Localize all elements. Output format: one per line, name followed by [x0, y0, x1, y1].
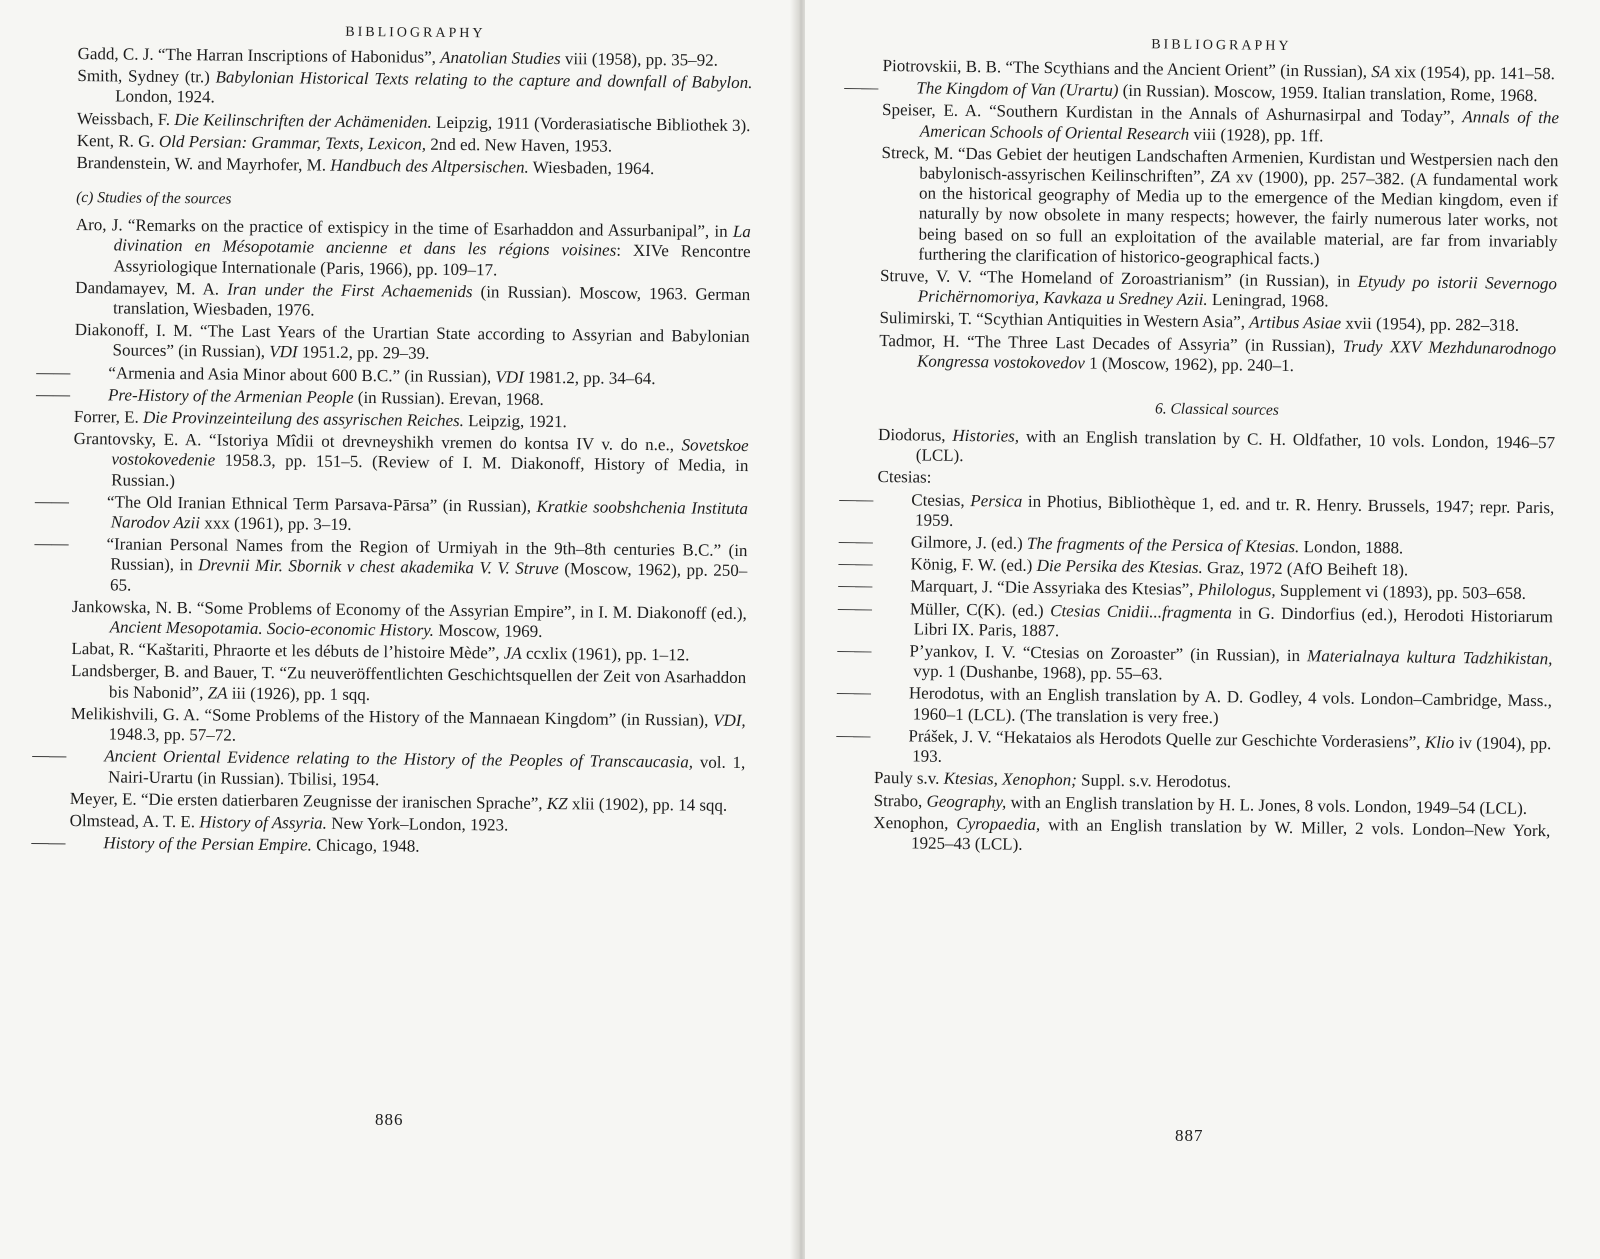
ditto-dash: —— — [36, 384, 71, 404]
entry-title: JA — [503, 643, 522, 663]
entry-title: Die Persika des Ktesias. — [1036, 556, 1203, 578]
entry-title: Annals of the American Schools of Oriental Research — [919, 107, 1560, 144]
right-page — [805, 0, 1600, 1259]
entry-text: Landsberger, B. and Bauer, T. “Zu neuveröffentlichten Geschichtsquellen der Zeit von Asarhaddon bis Nabonid”, — [71, 661, 747, 703]
bibliography-entry-prasek — [836, 725, 1552, 775]
ditto-dash: —— — [31, 832, 66, 853]
entry-text: Xenophon, — [873, 812, 957, 833]
entry-title: History of the Persian Empire. — [103, 833, 313, 855]
entry-text: 1951.2, pp. 29–39. — [297, 342, 430, 364]
bibliography-entry-ctesias1 — [839, 489, 1555, 539]
entry-text: Forrer, E. — [73, 407, 144, 427]
entry-title: Cyropaedia, — [956, 813, 1041, 834]
entry-text: (in Russian). Erevan, 1968. — [353, 387, 544, 409]
entry-text: P’yankov, I. V. “Ctesias on Zoroaster” (in Russian), in — [909, 641, 1308, 666]
entry-title: Ancient Mesopotamia. Socio-economic History. — [109, 617, 435, 640]
entry-text: with an English translation by H. L. Jones, 8 vols. London, 1949–54 (LCL). — [1006, 792, 1528, 818]
entry-title: Klio — [1424, 732, 1455, 752]
entry-text: (in Russian). Moscow, 1959. Italian translation, Rome, 1968. — [1118, 81, 1538, 106]
entry-text: in Photius, Bibliothèque 1, ed. and tr. R. Henry. Brussels, 1947; repr. Paris, 1959. — [914, 491, 1555, 530]
entry-text: (Moscow, 1962), pp. 250–65. — [110, 559, 748, 595]
bibliography-entry-melikishvili1 — [70, 704, 745, 751]
ditto-dash: —— — [839, 489, 874, 509]
section-heading: 6. Classical sources — [1154, 400, 1279, 419]
entry-text: 1981.2, pp. 34–64. — [523, 367, 656, 388]
entry-text: Struve, V. V. “The Homeland of Zoroastrianism” (in Russian), in — [879, 266, 1358, 291]
bibliography-entry-muller — [837, 598, 1554, 648]
entry-text: viii (1958), pp. 35–92. — [560, 49, 718, 70]
entry-text: vyp. 1 (Dushanbe, 1968), pp. 55–63. — [913, 661, 1163, 684]
ditto-dash: —— — [838, 531, 873, 551]
entry-text: Kent, R. G. — [76, 130, 160, 151]
entry-text: Tadmor, H. “The Three Last Decades of Assyria” (in Russian), — [879, 330, 1343, 356]
entry-title: KZ — [546, 793, 568, 813]
entry-text: New York–London, 1923. — [326, 813, 509, 835]
entry-text: 1 (Moscow, 1962), pp. 240–1. — [1084, 353, 1295, 375]
ditto-dash: —— — [36, 362, 71, 382]
entry-text: with an English translation by W. Miller, 2 vols. London–New York, 1925–43 (LCL). — [911, 814, 1551, 854]
entry-text: Speiser, E. A. “Southern Kurdistan in the Annals of Ashurnasirpal and Today”, — [881, 100, 1463, 127]
ditto-dash: —— — [838, 575, 873, 596]
bibliography-entry-melikishvili2 — [32, 745, 746, 793]
entry-text: Brandenstein, W. and Mayrhofer, M. — [76, 153, 331, 175]
bibliography-entry-grantovsky3 — [34, 533, 748, 602]
bibliography-entry-diakonoff1 — [74, 320, 749, 367]
entry-title: ZA — [207, 683, 228, 703]
bibliography-entry-aro — [75, 215, 751, 283]
entry-title: Persica — [970, 490, 1023, 511]
entry-title: Ktesias, Xenophon; — [943, 769, 1077, 790]
entry-text: xxx (1961), pp. 3–19. — [199, 513, 352, 534]
ditto-dash: —— — [837, 598, 873, 618]
entry-title: Artibus Asiae — [1249, 312, 1342, 334]
entry-text: 1958.3, pp. 151–5. (Review of I. M. Diakonoff, History of Media, in Russian.) — [111, 450, 749, 490]
entry-text: Melikishvili, G. A. “Some Problems of the History of the Mannaean Kingdom” (in Russian), — [70, 703, 714, 730]
entry-text: Streck, M. “Das Gebiet der heutigen Landschaften Armenien, Kurdistan und Westpersien nach den babylonisch-assyrischen Keilinschriften”, — [881, 142, 1559, 187]
entry-list — [76, 44, 752, 180]
entry-title: Histories, — [952, 425, 1020, 446]
entry-text: with an English translation by C. H. Oldfather, 10 vols. London, 1946–57 (LCL). — [915, 426, 1556, 466]
entry-text: Leipzig, 1911 (Vorderasiatische Bibliothek 3). — [431, 112, 751, 135]
bibliography-entry-brandenstein — [76, 153, 751, 180]
entry-text: “The Old Iranian Ethnical Term Parsava-Pārsa” (in Russian), — [106, 492, 537, 516]
bibliography-entry-pyankov — [837, 640, 1553, 690]
ditto-dash: —— — [32, 745, 67, 766]
entry-title: Handbuch des Altpersischen. — [330, 155, 529, 177]
entry-text: (in Russian). Moscow, 1963. German translation, Wiesbaden, 1976. — [112, 281, 751, 320]
entry-text: Wiesbaden, 1964. — [528, 157, 655, 179]
entry-title: SA — [1371, 61, 1391, 82]
entry-title: Philologus, — [1197, 580, 1276, 601]
entry-title: Ctesias Cnidii...fragmenta — [1050, 600, 1233, 622]
right-page-content — [836, 34, 1560, 861]
entry-text: Pauly s.v. — [873, 768, 944, 789]
entry-text: xlii (1902), pp. 14 sqq. — [567, 793, 728, 815]
entry-title: Etyudy po istorii Severnogo Prichërnomoriya, Kavkaza u Sredney Azii. — [917, 271, 1558, 310]
entry-text: Jankowska, N. B. “Some Problems of Economy of the Assyrian Empire”, in I. M. Diakonoff (ed.), — [71, 596, 747, 623]
entry-title: VDI — [495, 367, 524, 387]
page-heading: BIBLIOGRAPHY — [345, 24, 486, 42]
entry-list — [836, 425, 1556, 861]
ditto-dash: —— — [844, 77, 879, 98]
entry-text: Suppl. s.v. Herodotus. — [1076, 770, 1232, 792]
entry-text: Supplement vi (1893), pp. 503–658. — [1275, 581, 1527, 604]
entry-title: Geography, — [926, 791, 1007, 812]
bibliography-entry-streck — [880, 143, 1558, 272]
section-heading: (c) Studies of the sources — [76, 189, 232, 208]
entry-title: ZA — [1210, 167, 1231, 187]
entry-title: Anatolian Studies — [440, 47, 561, 69]
entry-title: Pre-History of the Armenian People — [107, 385, 354, 407]
entry-text: Ctesias, — [911, 490, 971, 510]
entry-text: Gadd, C. J. “The Harran Inscriptions of Habonidus”, — [77, 43, 441, 67]
entry-text: Graz, 1972 (AfO Beiheft 18). — [1202, 558, 1409, 580]
entry-text: Grantovsky, E. A. “Istoriya Mîdii ot drevneyshikh vremen do kontsa IV v. do n.e., — [73, 429, 682, 455]
entry-text: Dandamayev, M. A. — [75, 277, 228, 299]
entry-title: Drevnii Mir. Sbornik v chest akademika V. V. Struve — [198, 555, 559, 579]
entry-title: VDI — [269, 342, 298, 362]
entry-text: London, 1888. — [1299, 537, 1404, 558]
ditto-dash: —— — [836, 682, 872, 703]
entry-title: Die Provinzeinteilung des assyrischen Reiches. — [142, 407, 465, 431]
entry-text: Leningrad, 1968. — [1207, 290, 1329, 311]
bibliography-entry-olmstead2 — [31, 832, 744, 860]
entry-text: Piotrovskii, B. B. “The Scythians and the Ancient Orient” (in Russian), — [882, 55, 1372, 81]
entry-text: Prášek, J. V. “Hekataios als Herodots Quelle zur Geschichte Vorderasiens”, — [908, 726, 1426, 752]
entry-text: Diodorus, — [877, 425, 953, 445]
bibliography-entry-grantovsky2 — [34, 491, 749, 539]
entry-text: iv (1904), pp. 193. — [912, 732, 1552, 766]
entry-text: “Armenia and Asia Minor about 600 B.C.” (in Russian), — [108, 362, 496, 387]
entry-list — [31, 215, 751, 860]
entry-text: König, F. W. (ed.) — [910, 554, 1037, 576]
entry-text: Diakonoff, I. M. “The Last Years of the Urartian State according to Assyrian and Babylonian Sources” (in Russian), — [74, 320, 750, 362]
bibliography-entry-smith — [77, 66, 752, 113]
entry-text: xix (1954), pp. 141–58. — [1390, 62, 1556, 84]
entry-title: The fragments of the Persica of Ktesias. — [1026, 533, 1300, 557]
entry-text: Weissbach, F. — [76, 108, 175, 129]
left-page-content — [31, 22, 753, 860]
entry-text: in G. Dindorfius (ed.), Herodoti Historiarum Libri IX. Paris, 1887. — [913, 602, 1554, 641]
entry-text: xvii (1954), pp. 282–318. — [1340, 314, 1520, 336]
entry-text: Ctesias: — [877, 467, 932, 488]
entry-text: 1948.3, pp. 57–72. — [108, 724, 237, 745]
entry-text: Aro, J. “Remarks on the practice of extispicy in the time of Esarhaddon and Assurbanipal”, in — [75, 215, 733, 242]
entry-text: viii (1928), pp. 1ff. — [1189, 124, 1324, 145]
entry-text: vol. 1, Nairi-Urartu (in Russian). Tbilisi, 1954. — [108, 752, 746, 789]
entry-title: Materialnaya kultura Tadzhikistan, — [1307, 646, 1553, 669]
entry-title: VDI, — [713, 710, 746, 730]
entry-text: xv (1900), pp. 257–382. (A fundamental work on the historical geography of Media up to the emergence of the Median kingdom, even if naturally by now obsolete in many respects; however, the fairly numerous later works, not being based on so full an exploitation of the available material, are far from invariably furthering the clarification of historico-geographical facts.) — [918, 167, 1559, 269]
entry-text: Müller, C(K). (ed.) — [909, 599, 1051, 620]
entry-text: Strabo, — [873, 790, 927, 811]
entry-title: Kratkie soobshchenia Instituta Narodov Azii — [110, 496, 749, 533]
entry-title: La divination en Mésopotamie ancienne et dans les régions voisines — [113, 222, 751, 261]
entry-list — [844, 55, 1560, 379]
entry-text: Smith, Sydney (tr.) — [77, 66, 216, 87]
page-number: 887 — [1175, 1126, 1204, 1145]
bibliography-entry-speiser — [882, 100, 1559, 149]
entry-text: Labat, R. “Kaštariti, Phraorte et les débuts de l’histoire Mède”, — [71, 639, 504, 663]
entry-text: Meyer, E. “Die ersten datierbaren Zeugnisse der iranischen Sprache”, — [69, 788, 547, 813]
entry-text: ccxlix (1961), pp. 1–12. — [521, 643, 690, 665]
entry-text: iii (1926), pp. 1 sqq. — [227, 683, 371, 704]
bibliography-entry-dandamayev — [75, 278, 750, 325]
entry-text: Leipzig, 1921. — [463, 411, 567, 432]
entry-text: London, 1924. — [115, 86, 215, 107]
ditto-dash: —— — [836, 725, 871, 745]
bibliography-entry-grantovsky1 — [73, 429, 749, 497]
left-page — [0, 0, 795, 1259]
entry-title: History of Assyria. — [199, 812, 328, 833]
bibliography-entry-tadmor — [879, 331, 1556, 380]
entry-title: Sovetskoe vostokovedenie — [111, 435, 749, 470]
ditto-dash: —— — [838, 553, 873, 574]
ditto-dash: —— — [34, 491, 70, 511]
bibliography-entry-herodotus — [836, 682, 1553, 732]
entry-text: Moscow, 1969. — [433, 620, 543, 641]
entry-text: Marquart, J. “Die Assyriaka des Ktesias”, — [910, 576, 1198, 600]
ditto-dash: —— — [837, 640, 872, 660]
entry-title: Iran under the First Achaemenids — [227, 279, 473, 301]
entry-title: Die Keilinschriften der Achämeniden. — [174, 109, 432, 132]
page-number: 886 — [375, 1110, 404, 1129]
bibliography-entry-xenophon — [873, 813, 1550, 862]
entry-title: Ancient Oriental Evidence relating to the History of the Peoples of Transcaucasia, — [104, 746, 694, 772]
page-heading: BIBLIOGRAPHY — [1151, 37, 1292, 54]
entry-text: Sulimirski, T. “Scythian Antiquities in Western Asia”, — [879, 308, 1250, 332]
bibliography-entry-jankowska — [72, 597, 747, 644]
entry-text: Herodotus, with an English translation by A. D. Godley, 4 vols. London–Cambridge, Mass., 1960–1 (LCL). (The translation is very free.) — [908, 683, 1553, 727]
ditto-dash: —— — [34, 533, 69, 554]
entry-title: The Kingdom of Van (Urartu) — [916, 78, 1119, 101]
entry-text: : XIVe Rencontre Assyriologique Internationale (Paris, 1966), pp. 109–17. — [113, 241, 751, 280]
entry-text: 2nd ed. New Haven, 1953. — [425, 134, 613, 156]
entry-text: Olmstead, A. T. E. — [69, 810, 200, 832]
entry-text: Gilmore, J. (ed.) — [910, 532, 1028, 553]
entry-title: Trudy XXV Mezhdunarodnogo Kongressa vostokovedov — [916, 336, 1557, 373]
bibliography-entry-diodorus — [878, 425, 1555, 474]
bibliography-entry-landsberger — [71, 661, 746, 708]
entry-title: Old Persian: Grammar, Texts, Lexicon, — [158, 131, 427, 154]
entry-title: Babylonian Historical Texts relating to the capture and downfall of Babylon. — [215, 67, 753, 93]
entry-text: Chicago, 1948. — [311, 835, 420, 856]
entry-text: “Iranian Personal Names from the Region of Urmiyah in the 9th–8th centuries B.C.” (in Russian), in — [106, 534, 748, 575]
bibliography-entry-struve — [880, 266, 1557, 315]
